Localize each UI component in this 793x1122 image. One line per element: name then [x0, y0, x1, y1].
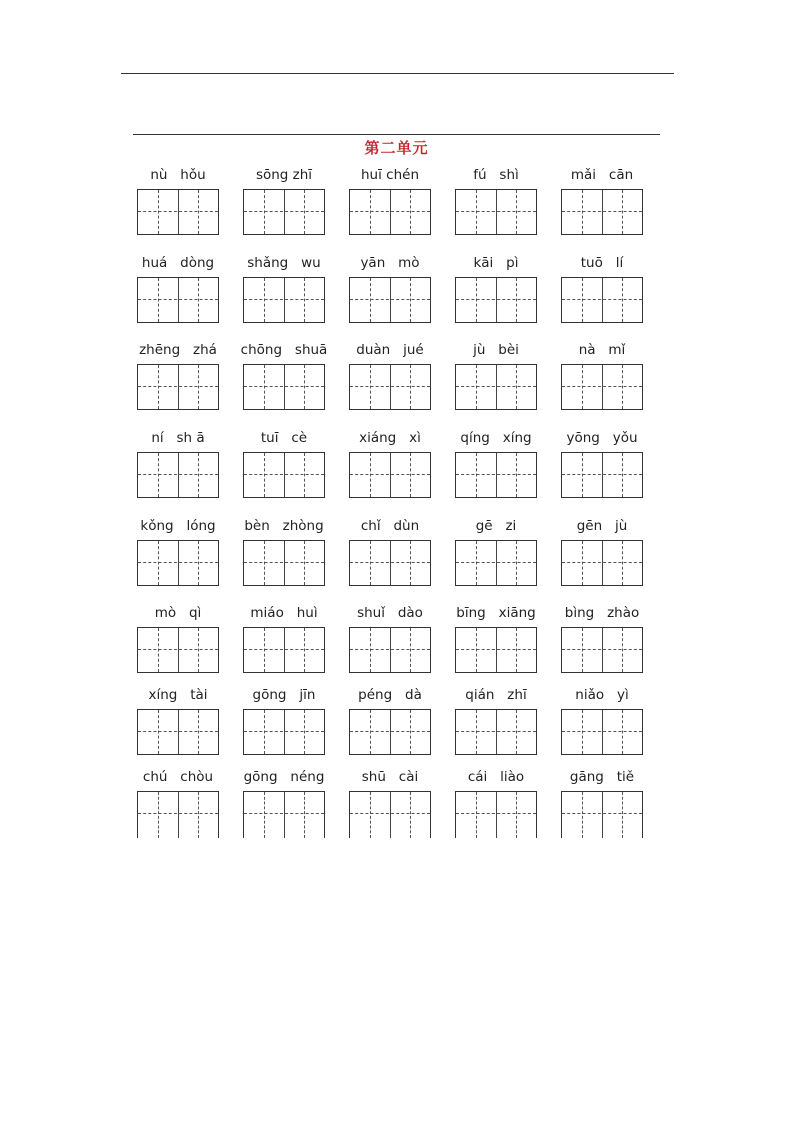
pinyin-label: bìng zhào — [564, 605, 640, 621]
writing-box[interactable] — [243, 364, 325, 410]
word-cell — [561, 518, 643, 598]
guide-line — [178, 453, 179, 497]
guide-line — [390, 278, 391, 322]
guide-line — [410, 541, 411, 585]
guide-line — [284, 190, 285, 234]
guide-line — [264, 453, 265, 497]
guide-line — [304, 628, 305, 672]
guide-line — [304, 365, 305, 409]
writing-box[interactable] — [137, 277, 219, 323]
guide-line — [410, 190, 411, 234]
guide-line — [264, 190, 265, 234]
writing-box[interactable] — [243, 189, 325, 235]
pinyin-label: mò qì — [154, 605, 202, 621]
guide-line — [264, 541, 265, 585]
guide-line — [178, 190, 179, 234]
guide-line — [198, 792, 199, 838]
guide-line — [244, 649, 324, 650]
guide-line — [496, 365, 497, 409]
writing-box[interactable] — [243, 540, 325, 586]
guide-line — [244, 474, 324, 475]
pinyin-label: fú shì — [473, 167, 519, 183]
pinyin-label: niǎo yì — [575, 687, 629, 703]
word-cell — [455, 605, 537, 685]
guide-line — [350, 731, 430, 732]
writing-box[interactable] — [349, 189, 431, 235]
writing-box[interactable] — [455, 791, 537, 838]
guide-line — [304, 278, 305, 322]
writing-box[interactable] — [455, 189, 537, 235]
guide-line — [476, 628, 477, 672]
guide-line — [622, 453, 623, 497]
guide-line — [496, 710, 497, 754]
guide-line — [390, 365, 391, 409]
guide-line — [158, 365, 159, 409]
guide-line — [158, 792, 159, 838]
guide-line — [158, 710, 159, 754]
word-row — [0, 430, 793, 510]
guide-line — [562, 474, 642, 475]
word-cell — [349, 769, 431, 849]
guide-line — [244, 386, 324, 387]
writing-box[interactable] — [137, 709, 219, 755]
word-cell — [243, 605, 325, 685]
guide-line — [370, 710, 371, 754]
guide-line — [622, 365, 623, 409]
guide-line — [456, 649, 536, 650]
writing-box[interactable] — [243, 277, 325, 323]
guide-line — [178, 710, 179, 754]
guide-line — [304, 453, 305, 497]
pinyin-label: qián zhī — [465, 687, 527, 703]
guide-line — [456, 211, 536, 212]
word-row — [0, 167, 793, 247]
guide-line — [198, 453, 199, 497]
writing-box[interactable] — [349, 364, 431, 410]
guide-line — [284, 278, 285, 322]
guide-line — [410, 792, 411, 838]
pinyin-label: jù bèi — [473, 342, 519, 358]
guide-line — [622, 792, 623, 838]
word-cell — [561, 255, 643, 335]
guide-line — [456, 562, 536, 563]
writing-box[interactable] — [455, 540, 537, 586]
guide-line — [410, 365, 411, 409]
guide-line — [476, 710, 477, 754]
guide-line — [562, 211, 642, 212]
guide-line — [138, 813, 218, 814]
writing-box[interactable] — [137, 791, 219, 838]
guide-line — [284, 628, 285, 672]
word-cell — [561, 605, 643, 685]
writing-box[interactable] — [455, 627, 537, 673]
word-cell — [561, 687, 643, 767]
guide-line — [158, 278, 159, 322]
word-cell — [349, 167, 431, 247]
guide-line — [410, 628, 411, 672]
guide-line — [516, 278, 517, 322]
word-cell — [137, 605, 219, 685]
pinyin-label: tuī cè — [260, 430, 308, 446]
pinyin-label: duàn jué — [356, 342, 424, 358]
guide-line — [410, 710, 411, 754]
word-row — [0, 605, 793, 685]
guide-line — [158, 453, 159, 497]
pinyin-label: chǐ dùn — [360, 518, 420, 534]
pinyin-label: tuō lí — [580, 255, 624, 271]
word-cell — [243, 167, 325, 247]
writing-box[interactable] — [349, 540, 431, 586]
writing-box[interactable] — [137, 364, 219, 410]
guide-line — [602, 365, 603, 409]
pinyin-label: chōng shuā — [240, 342, 328, 358]
guide-line — [582, 541, 583, 585]
writing-box[interactable] — [455, 277, 537, 323]
guide-line — [138, 649, 218, 650]
writing-box[interactable] — [561, 540, 643, 586]
guide-line — [582, 190, 583, 234]
guide-line — [496, 541, 497, 585]
guide-line — [562, 562, 642, 563]
guide-line — [244, 813, 324, 814]
writing-box[interactable] — [561, 189, 643, 235]
guide-line — [582, 453, 583, 497]
writing-box[interactable] — [349, 627, 431, 673]
word-cell — [561, 430, 643, 510]
guide-line — [284, 710, 285, 754]
pinyin-label: yōng yǒu — [566, 430, 638, 446]
writing-box[interactable] — [243, 627, 325, 673]
guide-line — [456, 386, 536, 387]
word-cell — [455, 430, 537, 510]
pinyin-label: ní sh ā — [151, 430, 205, 446]
guide-line — [496, 278, 497, 322]
word-cell — [349, 518, 431, 598]
guide-line — [264, 792, 265, 838]
writing-box[interactable] — [137, 452, 219, 498]
guide-line — [516, 792, 517, 838]
guide-line — [178, 628, 179, 672]
guide-line — [284, 792, 285, 838]
guide-line — [138, 386, 218, 387]
guide-line — [496, 792, 497, 838]
guide-line — [456, 474, 536, 475]
guide-line — [370, 792, 371, 838]
guide-line — [456, 299, 536, 300]
word-cell — [561, 167, 643, 247]
guide-line — [350, 813, 430, 814]
guide-line — [516, 365, 517, 409]
guide-line — [350, 386, 430, 387]
word-row — [0, 255, 793, 335]
guide-line — [390, 190, 391, 234]
guide-line — [602, 628, 603, 672]
pinyin-label: gōng néng — [243, 769, 325, 785]
word-cell — [455, 255, 537, 335]
guide-line — [264, 628, 265, 672]
writing-box[interactable] — [455, 709, 537, 755]
guide-line — [244, 562, 324, 563]
writing-box[interactable] — [455, 364, 537, 410]
writing-box[interactable] — [561, 627, 643, 673]
guide-line — [476, 453, 477, 497]
guide-line — [178, 278, 179, 322]
guide-line — [562, 649, 642, 650]
pinyin-label: shǎng wu — [247, 255, 321, 271]
guide-line — [562, 299, 642, 300]
guide-line — [476, 365, 477, 409]
pinyin-label: gāng tiě — [569, 769, 635, 785]
guide-line — [370, 365, 371, 409]
pinyin-label: chú chòu — [142, 769, 214, 785]
pinyin-label: huī chén — [361, 167, 419, 183]
pinyin-label: shuǐ dào — [357, 605, 423, 621]
writing-box[interactable] — [349, 277, 431, 323]
guide-line — [562, 813, 642, 814]
writing-box[interactable] — [455, 452, 537, 498]
writing-box[interactable] — [243, 452, 325, 498]
word-cell — [349, 255, 431, 335]
writing-box[interactable] — [349, 791, 431, 838]
pinyin-label: zhēng zhá — [139, 342, 217, 358]
guide-line — [138, 562, 218, 563]
word-row — [0, 342, 793, 422]
pinyin-label: qíng xíng — [460, 430, 532, 446]
guide-line — [390, 453, 391, 497]
guide-line — [622, 710, 623, 754]
guide-line — [496, 628, 497, 672]
word-cell — [455, 687, 537, 767]
pinyin-label: sōng zhī — [255, 167, 313, 183]
writing-box[interactable] — [137, 189, 219, 235]
guide-line — [370, 628, 371, 672]
guide-line — [284, 541, 285, 585]
guide-line — [178, 365, 179, 409]
pinyin-label: gōng jīn — [252, 687, 316, 703]
guide-line — [304, 710, 305, 754]
guide-line — [198, 190, 199, 234]
word-cell — [561, 769, 643, 849]
guide-line — [582, 628, 583, 672]
word-cell — [137, 687, 219, 767]
word-cell — [349, 605, 431, 685]
writing-box[interactable] — [561, 364, 643, 410]
pinyin-label: kǒng lóng — [140, 518, 216, 534]
guide-line — [496, 190, 497, 234]
word-cell — [240, 342, 328, 422]
pinyin-label: bīng xiāng — [456, 605, 536, 621]
writing-box[interactable] — [561, 791, 643, 838]
pinyin-label: yān mò — [360, 255, 420, 271]
pinyin-label: kāi pì — [473, 255, 519, 271]
guide-line — [390, 541, 391, 585]
guide-line — [476, 541, 477, 585]
guide-line — [284, 365, 285, 409]
guide-line — [602, 190, 603, 234]
guide-line — [516, 453, 517, 497]
word-cell — [455, 769, 537, 849]
guide-line — [622, 278, 623, 322]
guide-line — [350, 474, 430, 475]
pinyin-label: cái liào — [467, 769, 525, 785]
writing-box[interactable] — [349, 709, 431, 755]
writing-box[interactable] — [137, 540, 219, 586]
guide-line — [516, 190, 517, 234]
guide-line — [582, 365, 583, 409]
guide-line — [244, 299, 324, 300]
section-title: 第二单元 — [364, 139, 429, 157]
guide-line — [602, 792, 603, 838]
guide-line — [198, 365, 199, 409]
guide-line — [602, 710, 603, 754]
guide-line — [410, 453, 411, 497]
word-cell — [137, 342, 219, 422]
word-cell — [561, 342, 643, 422]
pinyin-label: xiáng xì — [359, 430, 421, 446]
pinyin-label: gēn jù — [576, 518, 628, 534]
guide-line — [370, 190, 371, 234]
guide-line — [198, 628, 199, 672]
guide-line — [390, 792, 391, 838]
writing-box[interactable] — [243, 791, 325, 838]
pinyin-label: miáo huì — [250, 605, 318, 621]
word-cell — [349, 342, 431, 422]
guide-line — [622, 628, 623, 672]
word-cell — [137, 255, 219, 335]
guide-line — [516, 628, 517, 672]
guide-line — [582, 792, 583, 838]
guide-line — [304, 792, 305, 838]
guide-line — [516, 541, 517, 585]
word-row — [0, 518, 793, 598]
word-cell — [243, 518, 325, 598]
word-cell — [243, 255, 325, 335]
guide-line — [158, 541, 159, 585]
word-cell — [243, 430, 325, 510]
guide-line — [244, 211, 324, 212]
guide-line — [198, 541, 199, 585]
guide-line — [562, 731, 642, 732]
writing-box[interactable] — [137, 627, 219, 673]
word-cell — [137, 518, 219, 598]
guide-line — [582, 710, 583, 754]
guide-line — [456, 813, 536, 814]
guide-line — [138, 474, 218, 475]
guide-line — [350, 649, 430, 650]
guide-line — [178, 541, 179, 585]
guide-line — [264, 278, 265, 322]
guide-line — [582, 278, 583, 322]
writing-box[interactable] — [349, 452, 431, 498]
writing-box[interactable] — [243, 709, 325, 755]
guide-line — [284, 453, 285, 497]
guide-line — [350, 211, 430, 212]
word-cell — [349, 430, 431, 510]
word-cell — [137, 167, 219, 247]
guide-line — [264, 365, 265, 409]
guide-line — [390, 628, 391, 672]
guide-line — [390, 710, 391, 754]
pinyin-label: mǎi cān — [570, 167, 634, 183]
word-cell — [349, 687, 431, 767]
guide-line — [602, 453, 603, 497]
word-row — [0, 687, 793, 767]
writing-box[interactable] — [561, 452, 643, 498]
guide-line — [138, 299, 218, 300]
guide-line — [516, 710, 517, 754]
guide-line — [476, 190, 477, 234]
guide-line — [622, 190, 623, 234]
word-cell — [455, 518, 537, 598]
guide-line — [158, 628, 159, 672]
pinyin-label: nù hǒu — [150, 167, 206, 183]
guide-line — [304, 190, 305, 234]
guide-line — [138, 731, 218, 732]
guide-line — [410, 278, 411, 322]
guide-line — [350, 299, 430, 300]
guide-line — [138, 211, 218, 212]
guide-line — [602, 278, 603, 322]
guide-line — [198, 710, 199, 754]
guide-line — [370, 278, 371, 322]
pinyin-label: nà mǐ — [578, 342, 626, 358]
pinyin-label: péng dà — [358, 687, 422, 703]
word-row — [0, 769, 793, 849]
guide-line — [370, 453, 371, 497]
pinyin-label: bèn zhòng — [244, 518, 324, 534]
guide-line — [304, 541, 305, 585]
pinyin-label: huá dòng — [141, 255, 215, 271]
word-cell — [137, 769, 219, 849]
word-cell — [455, 167, 537, 247]
guide-line — [476, 278, 477, 322]
pinyin-label: gē zi — [475, 518, 517, 534]
word-cell — [455, 342, 537, 422]
guide-line — [370, 541, 371, 585]
guide-line — [602, 541, 603, 585]
pinyin-label: xíng tài — [148, 687, 208, 703]
writing-box[interactable] — [561, 277, 643, 323]
guide-line — [456, 731, 536, 732]
guide-line — [562, 386, 642, 387]
guide-line — [158, 190, 159, 234]
pinyin-label: shū cài — [361, 769, 419, 785]
guide-line — [350, 562, 430, 563]
guide-line — [476, 792, 477, 838]
guide-line — [264, 710, 265, 754]
guide-line — [244, 731, 324, 732]
guide-line — [198, 278, 199, 322]
writing-box[interactable] — [561, 709, 643, 755]
word-cell — [243, 687, 325, 767]
word-cell — [137, 430, 219, 510]
guide-line — [622, 541, 623, 585]
guide-line — [496, 453, 497, 497]
guide-line — [178, 792, 179, 838]
word-cell — [243, 769, 325, 849]
